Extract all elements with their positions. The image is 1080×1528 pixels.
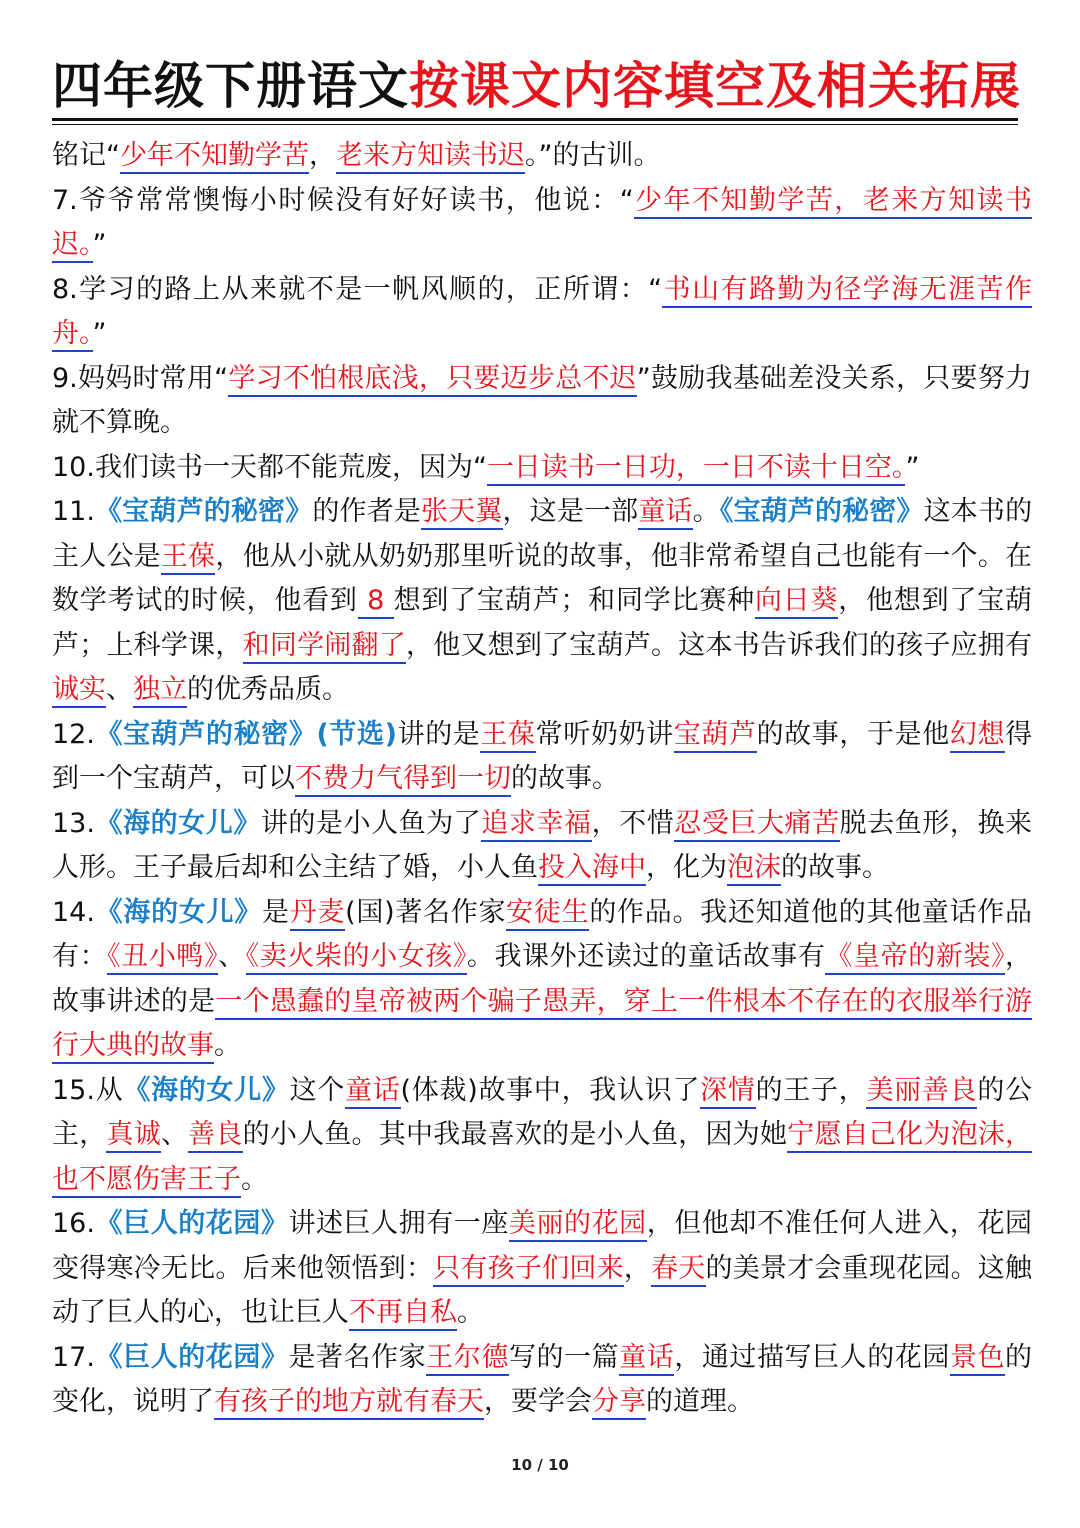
fill-answer: 美丽的花园 — [509, 1208, 647, 1242]
book-title: 《巨人的花园》 — [94, 1208, 289, 1239]
page-title — [52, 54, 1021, 118]
text: ， — [309, 140, 336, 171]
text: 的作品。我还知道他的其他童话作品有： — [52, 896, 1033, 972]
item-number: 15.从 — [52, 1074, 124, 1106]
fill-answer: 王葆 — [161, 541, 215, 575]
item-number: 14. — [52, 896, 95, 928]
text: 的故事。 — [511, 763, 619, 794]
text: ” — [92, 318, 107, 349]
fill-answer: 宝葫芦 — [674, 719, 757, 753]
text: 10.我们读书一天都不能荒废，因为“ — [52, 451, 487, 483]
text: ，他又想到了宝葫芦。这本书告诉我们的孩子应拥有 — [405, 629, 1033, 661]
item-number: 13. — [52, 807, 95, 839]
fill-answer: 宁愿自己化为泡沫，也不愿伤害王子 — [52, 1119, 1032, 1198]
fill-answer: 书山有路勤为径学海无涯苦作舟。 — [52, 274, 1032, 353]
fill-answer: 《丑小鸭》 — [107, 941, 218, 975]
fill-answer: 张天翼 — [421, 496, 502, 530]
title-rule-thick — [52, 118, 1018, 121]
text: (体裁)故事中，我认识了 — [400, 1074, 701, 1106]
fill-answer: 丹麦 — [290, 897, 345, 931]
text: 的公主， — [52, 1074, 1033, 1150]
fill-answer: 和同学闹翻了 — [243, 630, 406, 664]
text: 讲的是小人鱼为了 — [260, 807, 482, 839]
text: ，他想到了宝葫芦；上科学课， — [52, 585, 1033, 661]
item-6-continued — [52, 134, 1032, 179]
book-title: 《海的女儿》 — [94, 807, 261, 839]
text: 脱去鱼形，换来人形。王子最后却和公主结了婚，小人鱼 — [52, 807, 1033, 883]
fill-answer: 老来方知读书迟 — [336, 140, 525, 174]
fill-answer: 忍受巨大痛苦 — [674, 808, 839, 842]
item-number: 12. — [52, 718, 95, 750]
text: 。”的古训。 — [525, 140, 661, 171]
item-10 — [52, 446, 1032, 491]
fill-answer: 春天 — [651, 1253, 705, 1287]
fill-answer: 一日读书一日功，一日不读十日空。 — [487, 452, 906, 486]
item-7 — [52, 179, 1032, 268]
fill-answer: 8 — [358, 585, 394, 619]
text: 的王子， — [755, 1074, 867, 1106]
text: ，要学会 — [484, 1386, 592, 1417]
fill-answer: 《卖火柴的小女孩》 — [246, 941, 467, 975]
item-11 — [52, 490, 1032, 713]
fill-answer: 深情 — [700, 1075, 755, 1109]
fill-answer: 善良 — [188, 1119, 242, 1153]
text: ，这是一部 — [502, 496, 639, 527]
fill-answer: 美丽善良 — [866, 1075, 977, 1109]
book-title: 《海的女儿》 — [94, 896, 262, 928]
fill-answer: 少年不知勤学苦，老来方知读书迟。 — [52, 185, 1032, 264]
text: ，通过描写巨人的花园 — [674, 1341, 950, 1373]
fill-answer: 向日葵 — [755, 585, 838, 619]
book-title: 《宝葫芦的秘密》(节选) — [94, 718, 397, 750]
fill-answer: 不再自私 — [349, 1297, 457, 1331]
text: 的优秀品质。 — [187, 674, 349, 705]
item-17 — [52, 1336, 1032, 1425]
book-title: 《宝葫芦的秘密》 — [719, 496, 924, 527]
fill-answer: 追求幸福 — [481, 808, 591, 842]
text: 。 — [241, 1163, 268, 1195]
title-red: 按课文内容填空及相关拓展 — [409, 57, 1021, 115]
title-black: 四年级下册语文 — [52, 57, 409, 115]
fill-answer: 一个愚蠢的皇帝被两个骗子愚弄，穿上一件根本不存在的衣服举行游行大典的故事 — [52, 986, 1032, 1065]
text: 这个 — [289, 1074, 346, 1106]
fill-answer: 真诚 — [106, 1119, 160, 1153]
item-14 — [52, 891, 1032, 1069]
content-body — [52, 134, 1032, 1425]
title-rule-thin — [52, 124, 1018, 125]
text: ” — [92, 229, 107, 260]
text: 的变化，说明了 — [52, 1341, 1033, 1417]
text: 8.学习的路上从来就不是一帆风顺的，正所谓：“ — [52, 273, 663, 305]
text: ， — [623, 1252, 652, 1284]
text: ，他从小就从奶奶那里听说的故事，他非常希望自己也能有一个。在数学考试的时候，他看到 — [52, 540, 1033, 616]
text: 、 — [218, 941, 246, 972]
text: 写的一篇 — [508, 1341, 620, 1373]
fill-answer: 有孩子的地方就有春天 — [214, 1386, 484, 1420]
fill-answer: 童话 — [345, 1075, 400, 1109]
fill-answer: 《皇帝的新装》 — [825, 941, 1005, 975]
fill-answer: 景色 — [950, 1342, 1005, 1376]
book-title: 《巨人的花园》 — [94, 1341, 289, 1373]
fill-answer: 幻想 — [950, 719, 1005, 753]
fill-answer: 安徒生 — [506, 897, 589, 931]
text: 的故事。 — [781, 852, 889, 883]
item-9 — [52, 357, 1032, 446]
fill-answer: 王葆 — [480, 719, 535, 753]
text: 常听奶奶讲 — [535, 718, 674, 750]
item-number: 17. — [52, 1341, 95, 1373]
book-title: 《宝葫芦的秘密》 — [94, 496, 313, 527]
text: 讲述巨人拥有一座 — [288, 1208, 509, 1239]
fill-answer: 童话 — [619, 1342, 674, 1376]
item-8 — [52, 268, 1032, 357]
fill-answer: 独立 — [133, 674, 187, 708]
text: ” — [905, 451, 920, 483]
text: ，但他却不准任何人进入，花园变得寒冷无比。后来他领悟到： — [52, 1208, 1033, 1284]
item-number: 16. — [52, 1208, 95, 1239]
text: 铭记“ — [52, 140, 120, 171]
text: 的道理。 — [646, 1386, 754, 1417]
text: 的美景才会重现花园。这触动了巨人的心，也让巨人 — [52, 1252, 1033, 1328]
text: 。 — [692, 496, 720, 527]
text: ，化为 — [646, 852, 727, 883]
item-13 — [52, 802, 1032, 891]
fill-answer: 不费力气得到一切 — [295, 763, 511, 797]
fill-answer: 只有孩子们回来 — [433, 1253, 624, 1287]
text: 得到一个宝葫芦，可以 — [52, 718, 1033, 794]
text: 是著名作家 — [288, 1341, 427, 1373]
text: 的作者是 — [312, 496, 422, 527]
text: ，故事讲述的是 — [52, 941, 1033, 1017]
text: 想到了宝葫芦；和同学比赛种 — [393, 585, 755, 616]
fill-answer: 王尔德 — [426, 1342, 509, 1376]
text: 9.妈妈时常用“ — [52, 362, 229, 394]
text: 7.爷爷常常懊悔小时候没有好好读书，他说：“ — [52, 184, 634, 216]
text: 讲的是 — [396, 718, 481, 750]
item-number: 11. — [52, 496, 95, 527]
item-16 — [52, 1202, 1032, 1336]
page-number: 10 / 10 — [511, 1456, 569, 1474]
text: 。 — [457, 1297, 484, 1328]
fill-answer: 少年不知勤学苦 — [120, 140, 309, 174]
text: 、 — [106, 674, 133, 705]
text: 的小人鱼。其中我最喜欢的是小人鱼，因为她 — [242, 1119, 788, 1150]
fill-answer: 童话 — [638, 496, 692, 530]
text: 的故事，于是他 — [756, 718, 950, 750]
fill-answer: 分享 — [592, 1386, 646, 1420]
text: ，不惜 — [591, 807, 675, 839]
fill-answer: 泡沫 — [727, 852, 781, 886]
fill-answer: 学习不怕根底浅，只要迈步总不迟 — [228, 363, 637, 397]
text: (国)著名作家 — [345, 896, 507, 928]
text: 这本书的主人公是 — [52, 496, 1033, 572]
fill-answer: 投入海中 — [538, 852, 646, 886]
text: 是 — [261, 896, 290, 928]
text: 。 — [214, 1030, 241, 1061]
book-title: 《海的女儿》 — [123, 1074, 290, 1106]
text: 。我课外还读过的童话故事有 — [466, 941, 826, 972]
item-15 — [52, 1069, 1032, 1203]
text: ”鼓励我基础差没关系，只要努力就不算晚。 — [52, 362, 1032, 438]
item-12 — [52, 713, 1032, 802]
fill-answer: 诚实 — [52, 674, 106, 708]
text: 、 — [160, 1119, 189, 1150]
